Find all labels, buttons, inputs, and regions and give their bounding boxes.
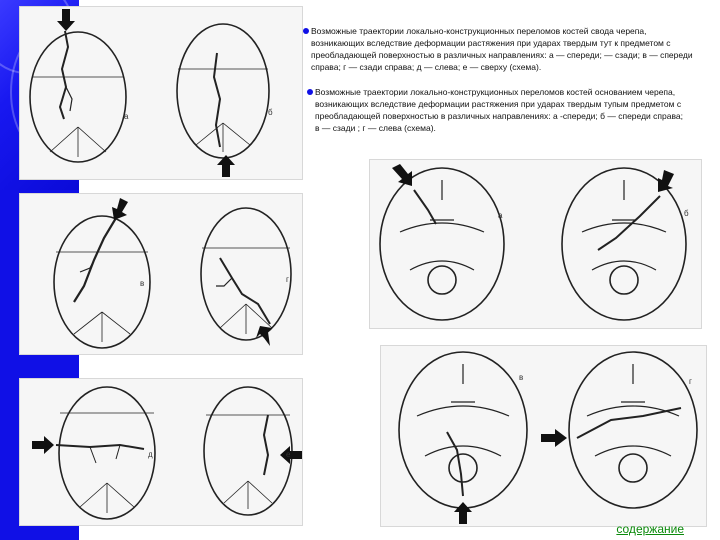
vault-label-b: б <box>268 108 273 117</box>
vault-label-g: г <box>286 275 289 284</box>
base-label-b: б <box>684 209 689 218</box>
vault-label-v: в <box>140 279 145 288</box>
base-label-a: а <box>498 211 503 220</box>
vault-label-a: а <box>124 112 129 121</box>
base-panel-top <box>369 159 702 329</box>
caption-base-fractures: Возможные траектории локально-конструкционных переломов костей основанием черепа, возникающих вследствие деформации растяжения при ударах твердым тупым предметом с преобладающей поверхностью в различных направлениях: а -спереди; б — спереди справа; в — сзади ; г — слева (схема). <box>315 87 683 133</box>
base-panel-bottom <box>380 345 707 527</box>
contents-link[interactable]: содержание <box>616 522 684 536</box>
caption-vault-fractures: Возможные траектории локально-конструкционных переломов костей свода черепа, возникающих вследствие деформации растяжения при ударах твердым тут к предметом с преобладающей поверхностью в различных направлениях: а — спереди; — сзади; в — спереди справа; г — сзади справа; д — слева; е — сверху (схема). <box>311 26 693 72</box>
vault-panel-row2 <box>19 193 303 355</box>
base-label-g: г <box>689 377 692 386</box>
vault-panel-row1 <box>19 6 303 180</box>
base-label-v: в <box>519 373 524 382</box>
vault-panel-row3 <box>19 378 303 526</box>
vault-label-e: е <box>286 450 291 459</box>
bullet-marker <box>303 28 309 34</box>
bullet-marker <box>307 89 313 95</box>
vault-label-d: д <box>148 450 153 459</box>
